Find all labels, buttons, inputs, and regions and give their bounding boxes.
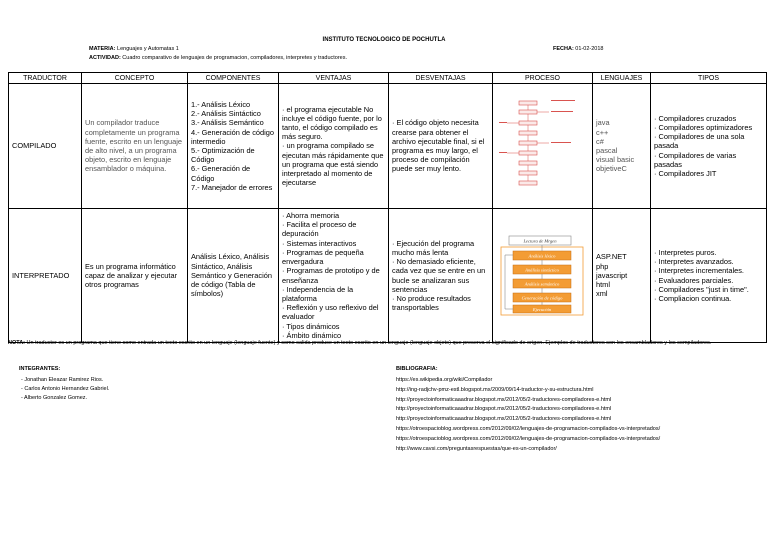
header-concepto: CONCEPTO	[82, 73, 188, 84]
list-item: 5.- Optimización de Código	[191, 146, 255, 165]
list-item: · Reflexión y uso reflexivo del evaluador	[282, 303, 379, 322]
cell-ventajas-interpretado	[279, 209, 389, 343]
table-header-row	[9, 73, 767, 84]
cell-lenguajes-interpretado	[593, 209, 651, 343]
list-item: 7.- Manejador de errores	[191, 182, 273, 192]
actividad-label: ACTIVIDAD:	[89, 55, 121, 61]
list-item: java	[596, 118, 610, 128]
list-item: · Sistemas interactivos	[282, 238, 357, 248]
list-item: visual basic	[596, 155, 635, 165]
list-item: 4.- Generación de código intermedio	[191, 127, 274, 146]
integrantes-title: INTEGRANTES:	[19, 366, 61, 372]
cell-tipos-interpretado	[651, 209, 767, 343]
fecha-label: FECHA:	[553, 46, 574, 52]
comparison-table	[8, 72, 767, 343]
list-item: · Interpretes puros.	[654, 247, 717, 257]
header-ventajas: VENTAJAS	[279, 73, 389, 84]
list-item: · Evaluadores parciales.	[654, 275, 734, 285]
diagram-label-ejecucion: Ejecución	[532, 306, 552, 312]
list-item: · Interpretes avanzados.	[654, 257, 734, 267]
list-item: · El código objeto necesita crearse para obtener el archivo ejecutable final, si el programa es muy largo, el proceso de compilación puede ser muy lento.	[392, 118, 485, 174]
list-item: ASP.NET	[596, 252, 627, 262]
header-lenguajes: LENGUAJES	[593, 73, 651, 84]
cell-componentes-interpretado: Análisis Léxico, Análisis Sintáctico, Análisis Semántico y Generación de código (Tabla de símbolos)	[188, 209, 279, 343]
list-item: 1.- Análisis Léxico	[191, 99, 251, 109]
table-row-interpretado	[9, 209, 767, 343]
cell-proceso-compilado	[493, 84, 593, 209]
list-item: · Ahorra memoria	[282, 211, 340, 221]
cell-tipos-compilado	[651, 84, 767, 209]
diagram-label-generacion: Generación de código	[521, 294, 563, 300]
compiler-process-diagram	[497, 97, 589, 195]
list-item: · Compiladores optimizadores	[654, 122, 753, 132]
bibliography-link[interactable]: https://es.wikipedia.org/wiki/Compilador	[396, 377, 493, 383]
list-item: - Jonathan Eleazar Ramirez Rios.	[21, 377, 104, 383]
integrantes-list	[21, 376, 109, 403]
actividad-line	[89, 55, 347, 61]
list-item: · Ejecución del programa mucho más lenta	[392, 238, 475, 257]
note-paragraph	[8, 339, 764, 348]
list-item: · Programas de prototipo y de enseñanza	[282, 266, 380, 285]
list-item: · Compiladores de varias pasadas	[654, 150, 737, 169]
header-tipos: TIPOS	[651, 73, 767, 84]
list-item: 2.- Análisis Sintáctico	[191, 109, 261, 119]
list-item: · el programa ejecutable No incluye el código fuente, por lo tanto, el código compilado es más seguro.	[282, 104, 382, 142]
cell-concepto-interpretado: Es un programa informático capaz de analizar y ejecutar otros programas	[82, 209, 188, 343]
note-label: NOTA:	[8, 340, 26, 346]
bibliography-link[interactable]: http://www.cavsi.com/preguntasrespuestas/que-es-un-compilador/	[396, 445, 557, 452]
header-componentes: COMPONENTES	[188, 73, 279, 84]
list-item: html	[596, 280, 610, 290]
list-item: · Programas de pequeña envergadura	[282, 247, 364, 267]
list-item: c++	[596, 127, 609, 137]
list-item: · Compiladores cruzados	[654, 113, 737, 123]
list-item: · No demasiado eficiente, cada vez que se entre en un bucle se analizaran sus sentencias	[392, 257, 486, 294]
header-proceso: PROCESO	[493, 73, 593, 84]
header-traductor: TRADUCTOR	[9, 73, 82, 84]
fecha-line	[553, 46, 603, 52]
list-item: pascal	[596, 146, 618, 155]
document-title: INSTITUTO TECNOLOGICO DE POCHUTLA	[322, 37, 446, 43]
table-row-compilado	[9, 84, 767, 209]
cell-concepto-compilado: Un compilador traduce completamente un programa fuente, escrito en un lenguaje de alto nivel, a un programa objeto, escrito en lenguaje ensamblador o máquina.	[82, 84, 188, 209]
list-item: · Facilita el proceso de depuración	[282, 220, 357, 239]
bibliography-link[interactable]: https://otroespacioblog.wordpress.com/2012/09/02/lenguajes-de-programacion-compilados-vs-interpretados/	[396, 425, 661, 432]
bibliography-link[interactable]: http://ing-radjchv-pmz-estl.blogspot.mx/2009/09/14-traductor-y-su-estructura.html	[396, 386, 594, 393]
interpreter-process-diagram	[495, 235, 591, 317]
diagram-label-lectura: Lectura de Mrgen	[523, 238, 557, 243]
list-item: objetiveC	[596, 164, 627, 174]
list-item: php	[596, 261, 609, 271]
list-item: · Ámbito dinámico	[282, 330, 342, 340]
cell-componentes-compilado	[188, 84, 279, 209]
list-item: · Interpretes incrementales.	[654, 266, 744, 276]
cell-traductor-compilado: COMPILADO	[9, 84, 82, 209]
list-item: c#	[596, 136, 604, 146]
cell-lenguajes-compilado	[593, 84, 651, 209]
bibliography-link[interactable]: http://proyectoinformaticaaadrar.blogspot.mx/2012/05/2-traductores-compiladores-e.html	[396, 416, 612, 423]
cell-ventajas-compilado	[279, 84, 389, 209]
list-item: · Compiladores de una sola pasada	[654, 132, 745, 151]
diagram-label-sintactico: Análisis sintáctico	[525, 266, 559, 272]
list-item: · Independencia de la plataforma	[282, 284, 354, 303]
diagram-label-lexico: Análisis léxico	[528, 252, 556, 258]
list-item: javascript	[596, 270, 628, 280]
list-item: - Alberto Gonzalez Gomez.	[21, 395, 88, 401]
list-item: · Compiladores JIT	[654, 169, 717, 178]
note-text: Un traductor es un programa que tiene como entrada un texto escrito en un lenguaje (lenguaje fuente) y como salida produce un texto escrito en un lenguaje (lenguaje objeto) que preserva el significado de origen. Ejemplos de traductores son los ensambladores y los compiladores.	[25, 340, 712, 346]
bibliografia-list	[396, 376, 660, 454]
list-item: · Tipos dinámicos	[282, 321, 340, 331]
fecha-value: 01-02-2018	[573, 46, 604, 52]
actividad-value: Cuadro comparativo de lenguajes de programacion, compiladores, interpretes y traductores.	[120, 55, 348, 61]
list-item: 3.- Análisis Semántico	[191, 118, 264, 128]
cell-desventajas-interpretado	[389, 209, 493, 343]
materia-label: MATERIA:	[89, 46, 116, 52]
list-item: · Compliacion continua.	[654, 293, 732, 303]
diagram-label-semantico: Análisis semántico	[524, 280, 560, 286]
list-item: · un programa compilado se ejecutan más rápidamente que un programa que está siendo interpretado al momento de ejecutarse	[282, 141, 384, 188]
materia-line	[89, 46, 179, 52]
cell-desventajas-compilado	[389, 84, 493, 209]
list-item: xml	[596, 289, 608, 299]
header-desventajas: DESVENTAJAS	[389, 73, 493, 84]
materia-value: Lenguajes y Automatas 1	[115, 46, 179, 52]
list-item: 6.- Generación de Código	[191, 164, 251, 183]
bibliografia-title: BIBLIOGRAFIA:	[396, 366, 438, 372]
cell-traductor-interpretado: INTERPRETADO	[9, 209, 82, 343]
list-item: - Carlos Antonio Hernandez Gabriel.	[21, 386, 110, 392]
bibliography-link[interactable]: http://proyectoinformaticaaadrar.blogspot.mx/2012/05/2-traductores-compiladores-e.html	[396, 396, 612, 403]
list-item: · No produce resultados transportables	[392, 293, 471, 313]
cell-proceso-interpretado	[493, 209, 593, 343]
list-item: · Compiladores "just in time".	[654, 284, 749, 294]
bibliography-link[interactable]: https://otroespacioblog.wordpress.com/2012/09/02/lenguajes-de-programacion-compilados-vs-interpretados/	[396, 435, 661, 442]
bibliography-link[interactable]: http://proyectoinformaticaaadrar.blogspot.mx/2012/05/2-traductores-compiladores-e.html	[396, 406, 612, 413]
